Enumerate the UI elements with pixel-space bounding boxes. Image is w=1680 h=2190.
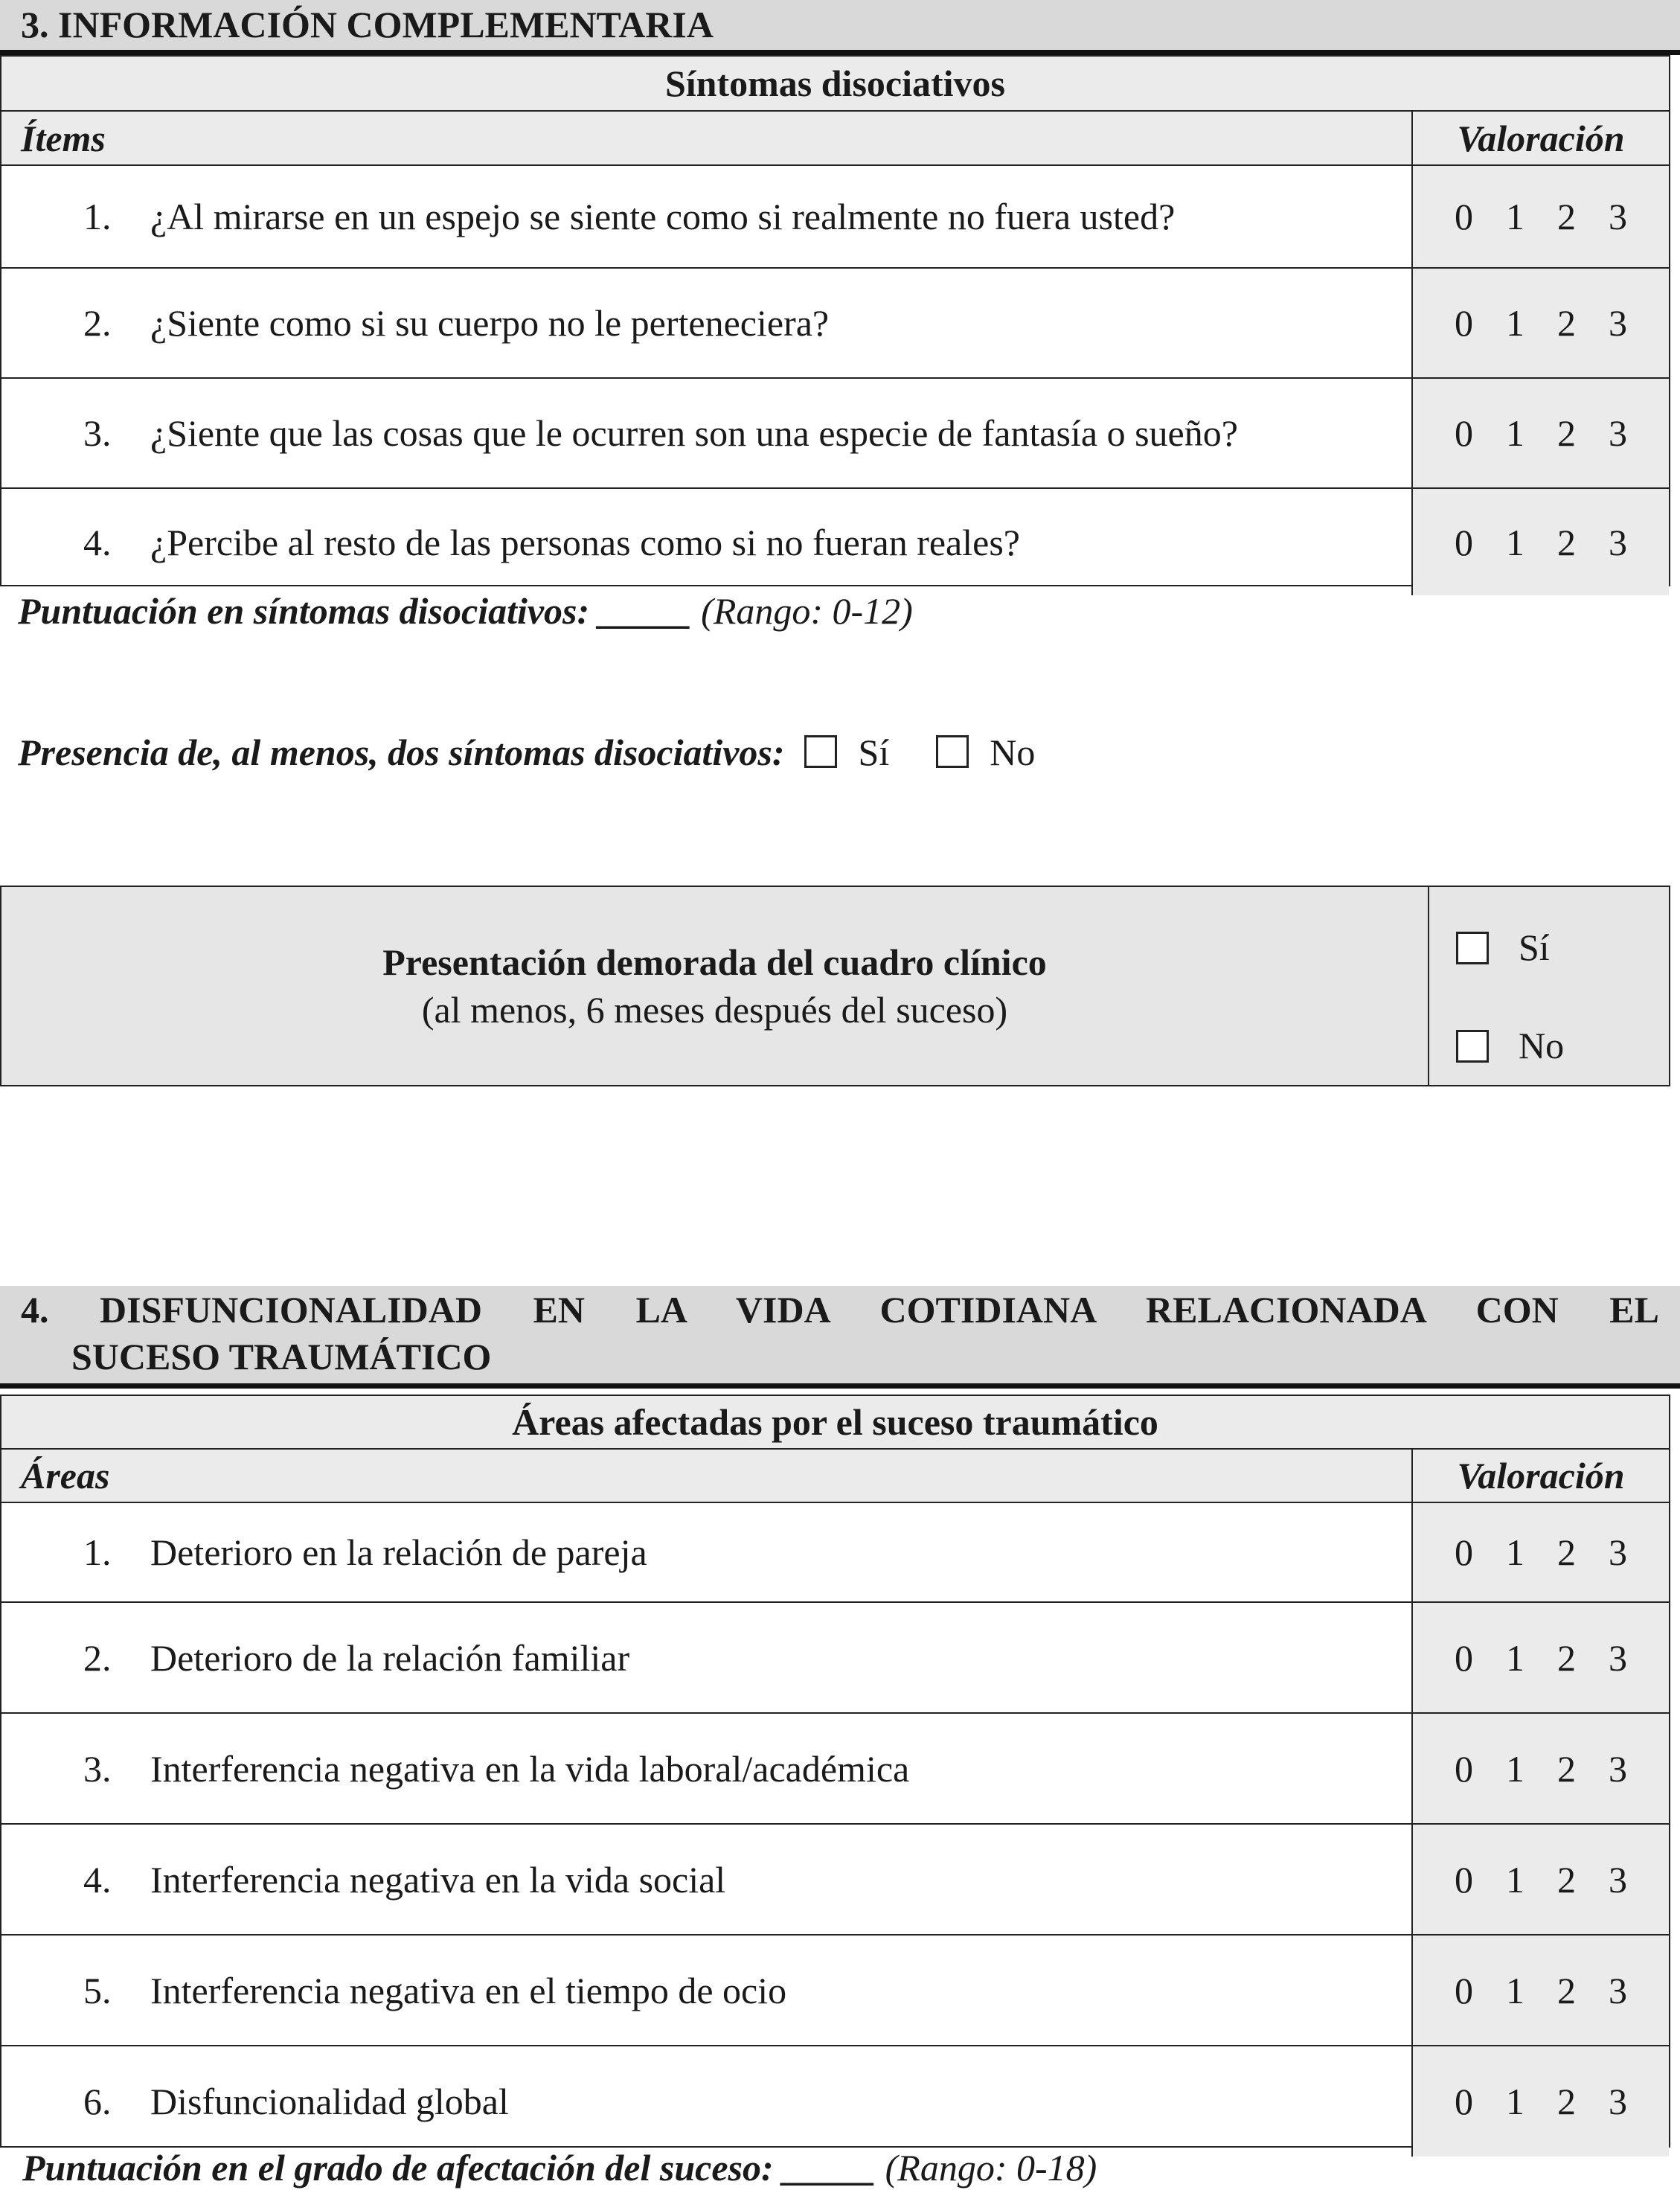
dissociative-item-cell <box>1 269 1411 377</box>
dissociative-row <box>1 166 1669 269</box>
rating-option-1[interactable]: 1 <box>1506 1636 1524 1679</box>
areas-item-number: 6. <box>83 2081 112 2122</box>
dissociative-table-header <box>1 112 1669 166</box>
col-rating-header-2: Valoración <box>1411 1450 1669 1502</box>
areas-item-number: 4. <box>83 1858 112 1901</box>
areas-item-number: 3. <box>83 1747 112 1790</box>
areas-item-number: 2. <box>83 1636 112 1679</box>
areas-rating-cell <box>1411 1825 1669 1934</box>
rating-option-0[interactable]: 0 <box>1455 2081 1473 2122</box>
dissociative-rating-cell <box>1411 379 1669 487</box>
areas-score-label: Puntuación en el grado de afectación del suceso: _____ <box>22 2147 876 2189</box>
rating-option-0[interactable]: 0 <box>1455 1531 1473 1573</box>
section4-title-line2: SUCESO TRAUMÁTICO <box>71 1336 492 1377</box>
rating-option-1[interactable]: 1 <box>1506 412 1524 454</box>
areas-item-text: Deterioro en la relación de pareja <box>150 1531 647 1573</box>
areas-rating-cell <box>1411 2046 1669 2157</box>
areas-item-cell <box>1 1603 1411 1712</box>
areas-item-text: Interferencia negativa en la vida social <box>150 1858 726 1901</box>
areas-item-text: Interferencia negativa en la vida laboral/académica <box>150 1747 910 1790</box>
delayed-no-checkbox[interactable] <box>1456 1030 1489 1063</box>
areas-item-text: Interferencia negativa en el tiempo de ocio <box>150 1969 787 2011</box>
areas-row <box>1 1936 1669 2046</box>
rating-option-3[interactable]: 3 <box>1609 302 1627 344</box>
presence-yes-checkbox[interactable] <box>804 735 837 768</box>
rating-option-0[interactable]: 0 <box>1455 1858 1473 1901</box>
rating-option-2[interactable]: 2 <box>1557 1969 1576 2011</box>
dissociative-item-text: ¿Percibe al resto de las personas como si no fueran reales? <box>150 521 1020 563</box>
rating-option-0[interactable]: 0 <box>1455 196 1473 237</box>
areas-rating-cell <box>1411 1714 1669 1823</box>
rating-option-3[interactable]: 3 <box>1609 521 1627 563</box>
dissociative-item-number: 3. <box>83 412 112 454</box>
rating-option-2[interactable]: 2 <box>1557 1747 1576 1790</box>
dissociative-score-label: Puntuación en síntomas disociativos: _____ <box>18 590 692 632</box>
col-items-header: Ítems <box>21 117 106 159</box>
rating-option-1[interactable]: 1 <box>1506 196 1524 237</box>
rating-option-0[interactable]: 0 <box>1455 1636 1473 1679</box>
rating-option-0[interactable]: 0 <box>1455 1747 1473 1790</box>
areas-row <box>1 1714 1669 1825</box>
areas-row <box>1 1503 1669 1603</box>
dissociative-table-title-text: Síntomas disociativos <box>664 63 1005 104</box>
areas-row <box>1 2046 1669 2157</box>
areas-row <box>1 1603 1669 1714</box>
rating-option-1[interactable]: 1 <box>1506 521 1524 563</box>
areas-item-number: 1. <box>83 1531 112 1573</box>
rating-option-3[interactable]: 3 <box>1609 2081 1627 2122</box>
delayed-subtitle: (al menos, 6 meses después del suceso) <box>421 989 1008 1031</box>
dissociative-score-line <box>18 589 1208 638</box>
delayed-yes-label: Sí <box>1519 926 1550 968</box>
areas-table-title <box>1 1396 1669 1450</box>
rating-option-3[interactable]: 3 <box>1609 412 1627 454</box>
dissociative-row <box>1 379 1669 489</box>
areas-item-cell <box>1 2046 1411 2157</box>
delayed-title: Presentación demorada del cuadro clínico <box>382 941 1047 983</box>
areas-item-cell <box>1 1825 1411 1934</box>
areas-item-text: Disfuncionalidad global <box>150 2081 509 2122</box>
rating-option-1[interactable]: 1 <box>1506 302 1524 344</box>
section3-header <box>0 0 1680 55</box>
areas-score-range: (Rango: 0-18) <box>885 2147 1097 2189</box>
dissociative-table <box>0 55 1670 586</box>
delayed-options <box>1428 887 1669 1085</box>
areas-table <box>0 1395 1670 2148</box>
presence-yes-label: Sí <box>858 731 890 773</box>
rating-option-1[interactable]: 1 <box>1506 1858 1524 1901</box>
dissociative-item-cell <box>1 489 1411 595</box>
delayed-yes-checkbox[interactable] <box>1456 932 1489 964</box>
rating-option-3[interactable]: 3 <box>1609 1636 1627 1679</box>
col-areas-header: Áreas <box>21 1455 110 1496</box>
areas-item-cell <box>1 1503 1411 1601</box>
rating-option-1[interactable]: 1 <box>1506 2081 1524 2122</box>
areas-item-number: 5. <box>83 1969 112 2011</box>
rating-option-2[interactable]: 2 <box>1557 412 1576 454</box>
areas-table-title-text: Áreas afectadas por el suceso traumático <box>512 1401 1158 1443</box>
areas-rating-cell <box>1411 1503 1669 1601</box>
rating-option-3[interactable]: 3 <box>1609 1858 1627 1901</box>
section4-title-line1: 4. DISFUNCIONALIDAD EN LA VIDA COTIDIANA RELACIONADA CON EL <box>21 1289 1659 1331</box>
dissociative-rating-cell <box>1411 269 1669 377</box>
areas-row <box>1 1825 1669 1936</box>
dissociative-item-text: ¿Siente como si su cuerpo no le perteneciera? <box>150 302 830 344</box>
dissociative-item-cell <box>1 379 1411 487</box>
presence-no-label: No <box>990 731 1036 773</box>
presence-line <box>18 731 1283 780</box>
areas-table-header <box>1 1450 1669 1503</box>
areas-score-line <box>22 2146 1362 2189</box>
areas-rating-cell <box>1411 1603 1669 1712</box>
rating-option-2[interactable]: 2 <box>1557 521 1576 563</box>
dissociative-rating-cell <box>1411 166 1669 267</box>
rating-option-0[interactable]: 0 <box>1455 521 1473 563</box>
rating-option-2[interactable]: 2 <box>1557 1636 1576 1679</box>
rating-option-2[interactable]: 2 <box>1557 1858 1576 1901</box>
section4-header <box>0 1286 1680 1389</box>
dissociative-rating-cell <box>1411 489 1669 595</box>
rating-option-3[interactable]: 3 <box>1609 196 1627 237</box>
dissociative-table-title <box>1 57 1669 112</box>
dissociative-row <box>1 269 1669 379</box>
rating-option-1[interactable]: 1 <box>1506 1969 1524 2011</box>
rating-option-2[interactable]: 2 <box>1557 302 1576 344</box>
rating-option-2[interactable]: 2 <box>1557 196 1576 237</box>
areas-item-cell <box>1 1714 1411 1823</box>
rating-option-2[interactable]: 2 <box>1557 1531 1576 1573</box>
areas-rating-cell <box>1411 1936 1669 2045</box>
section3-title: 3. INFORMACIÓN COMPLEMENTARIA <box>21 4 714 45</box>
dissociative-item-number: 4. <box>83 521 112 563</box>
dissociative-item-text: ¿Al mirarse en un espejo se siente como si realmente no fuera usted? <box>150 196 1176 237</box>
presence-label: Presencia de, al menos, dos síntomas disociativos: <box>18 731 785 773</box>
rating-option-0[interactable]: 0 <box>1455 302 1473 344</box>
dissociative-item-cell <box>1 166 1411 267</box>
col-rating-header: Valoración <box>1411 112 1669 164</box>
rating-option-2[interactable]: 2 <box>1557 2081 1576 2122</box>
rating-option-0[interactable]: 0 <box>1455 412 1473 454</box>
rating-option-3[interactable]: 3 <box>1609 1969 1627 2011</box>
rating-option-1[interactable]: 1 <box>1506 1531 1524 1573</box>
rating-option-0[interactable]: 0 <box>1455 1969 1473 2011</box>
dissociative-item-text: ¿Siente que las cosas que le ocurren son una especie de fantasía o sueño? <box>150 412 1238 454</box>
areas-item-text: Deterioro de la relación familiar <box>150 1636 630 1679</box>
rating-option-1[interactable]: 1 <box>1506 1747 1524 1790</box>
dissociative-item-number: 2. <box>83 302 112 344</box>
rating-option-3[interactable]: 3 <box>1609 1747 1627 1790</box>
dissociative-item-number: 1. <box>83 196 112 237</box>
dissociative-row <box>1 489 1669 595</box>
rating-option-3[interactable]: 3 <box>1609 1531 1627 1573</box>
presence-no-checkbox[interactable] <box>936 735 969 768</box>
dissociative-score-range: (Rango: 0-12) <box>701 590 913 632</box>
delayed-presentation-text <box>1 887 1428 1085</box>
delayed-presentation-box <box>0 886 1670 1086</box>
areas-item-cell <box>1 1936 1411 2045</box>
delayed-no-label: No <box>1519 1025 1565 1066</box>
